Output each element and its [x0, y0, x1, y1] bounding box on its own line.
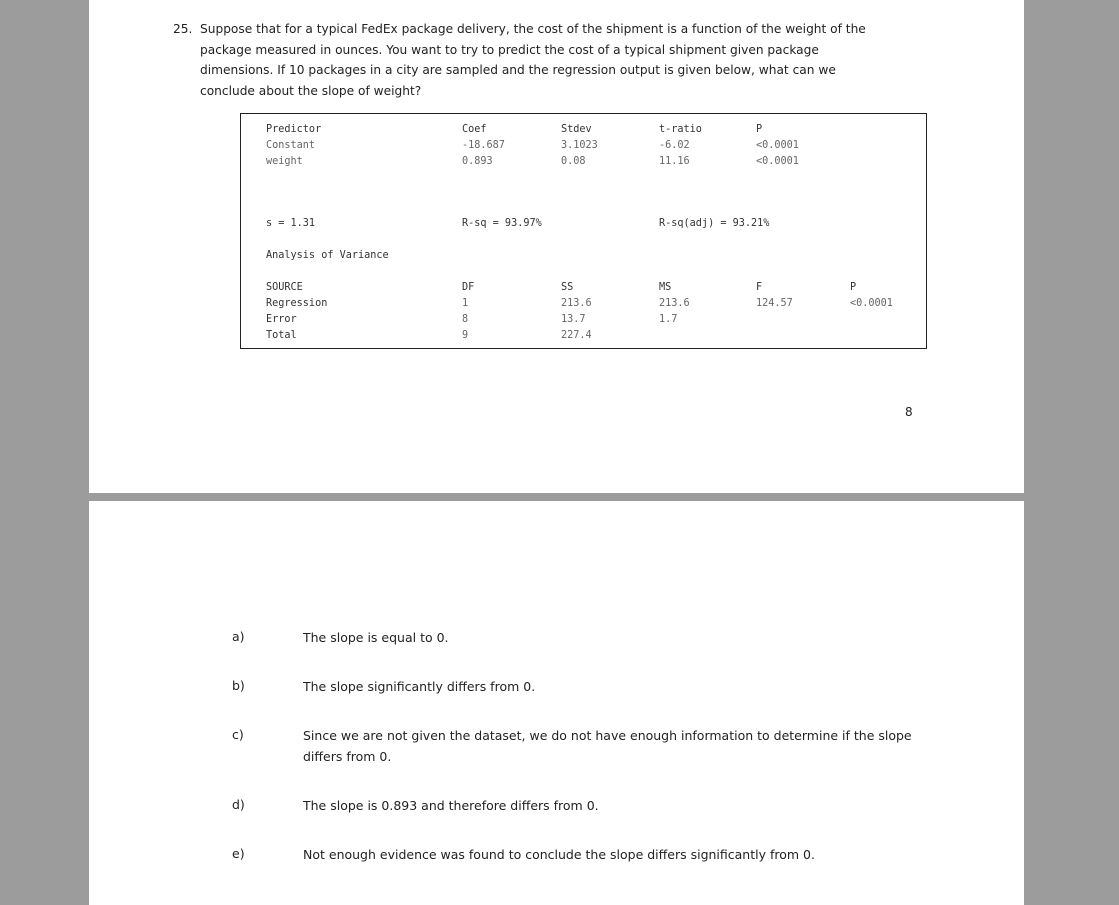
document-page-2 [89, 501, 1024, 905]
anova-regression-ss: 213.6 [561, 298, 592, 309]
page-number: 8 [905, 405, 913, 419]
anova-header-source: SOURCE [266, 282, 303, 293]
row-weight-t: 11.16 [659, 156, 690, 167]
choice-b-letter: b) [232, 678, 245, 693]
row-weight-coef: 0.893 [462, 156, 493, 167]
choice-b-text: The slope significantly differs from 0. [303, 679, 536, 694]
header-coef: Coef [462, 124, 487, 135]
anova-regression-df: 1 [462, 298, 469, 309]
anova-title: Analysis of Variance [266, 250, 389, 261]
row-constant-p: <0.0001 [756, 140, 799, 151]
row-constant-coef: -18.687 [462, 140, 505, 151]
header-predictor: Predictor [266, 124, 322, 135]
anova-error-df: 8 [462, 314, 469, 325]
anova-error-ss: 13.7 [561, 314, 586, 325]
anova-total-ss: 227.4 [561, 330, 592, 341]
choice-a-letter: a) [232, 629, 245, 644]
anova-regression-source: Regression [266, 298, 328, 309]
header-t-ratio: t-ratio [659, 124, 702, 135]
r-sq: R-sq = 93.97% [462, 218, 542, 229]
row-weight-predictor: weight [266, 156, 303, 167]
anova-total-source: Total [266, 330, 297, 341]
choice-d-letter: d) [232, 797, 245, 812]
anova-error-source: Error [266, 314, 297, 325]
header-stdev: Stdev [561, 124, 592, 135]
anova-header-p: P [850, 282, 857, 293]
anova-header-f: F [756, 282, 763, 293]
choice-c-letter: c) [232, 727, 244, 742]
choice-e-letter: e) [232, 846, 245, 861]
anova-header-ms: MS [659, 282, 672, 293]
choice-d-text: The slope is 0.893 and therefore differs from 0. [303, 798, 599, 813]
anova-header-ss: SS [561, 282, 574, 293]
anova-error-ms: 1.7 [659, 314, 678, 325]
regression-output-box [240, 113, 927, 349]
question-25 [173, 19, 890, 101]
question-text: Suppose that for a typical FedEx package delivery, the cost of the shipment is a function of the weight of the package measured in ounces. You want to try to predict the cost of a typical shipment given package dimensions. If 10 packages in a city are sampled and the regression output is given below, what can we conclude about the slope of weight? [200, 22, 866, 98]
choice-e-text: Not enough evidence was found to conclude the slope differs significantly from 0. [303, 847, 815, 862]
anova-total-df: 9 [462, 330, 469, 341]
anova-regression-ms: 213.6 [659, 298, 690, 309]
question-number: 25. [173, 22, 193, 36]
header-p: P [756, 124, 763, 135]
row-constant-t: -6.02 [659, 140, 690, 151]
s-value: s = 1.31 [266, 218, 316, 229]
row-weight-p: <0.0001 [756, 156, 799, 167]
document-page-1 [89, 0, 1024, 493]
anova-header-df: DF [462, 282, 475, 293]
r-sq-adj: R-sq(adj) = 93.21% [659, 218, 770, 229]
choice-a-text: The slope is equal to 0. [303, 630, 449, 645]
row-weight-stdev: 0.08 [561, 156, 586, 167]
choice-c-text: Since we are not given the dataset, we do not have enough information to determine if the slope differs from 0. [303, 728, 912, 764]
row-constant-stdev: 3.1023 [561, 140, 598, 151]
row-constant-predictor: Constant [266, 140, 316, 151]
anova-regression-p: <0.0001 [850, 298, 893, 309]
anova-regression-f: 124.57 [756, 298, 793, 309]
